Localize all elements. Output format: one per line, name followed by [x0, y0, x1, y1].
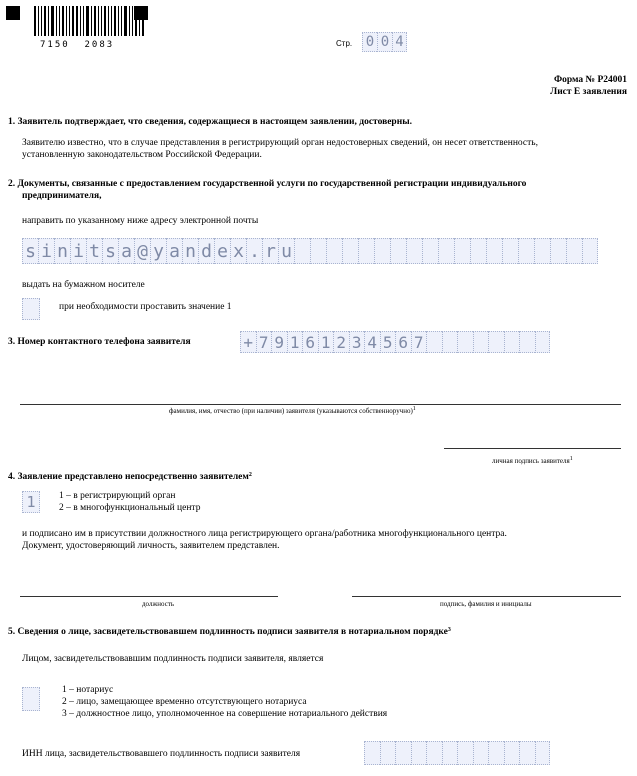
email-char-cell: i	[38, 238, 54, 264]
email-char-cell: n	[54, 238, 70, 264]
barcode-bar	[72, 6, 74, 36]
barcode-bar	[51, 6, 54, 36]
section-1-text: Заявителю известно, что в случае представления в регистрирующий орган недостоверных сведений, он несет ответственность,	[22, 138, 538, 148]
option-2: 2 – в многофункциональный центр	[59, 503, 201, 513]
page-label: Стр.	[336, 39, 353, 48]
notary-type-cell	[22, 687, 40, 711]
submission-method-cell: 1	[22, 491, 40, 513]
phone-char-cell: +	[240, 331, 256, 353]
barcode-bar	[62, 6, 64, 36]
email-char-cell	[486, 238, 502, 264]
barcode-bar	[76, 6, 78, 36]
barcode-bar	[108, 6, 109, 36]
email-char-cell	[534, 238, 550, 264]
inn-char-cell	[457, 741, 473, 765]
phone-char-cell	[442, 331, 458, 353]
inn-char-cell	[411, 741, 427, 765]
page-digit: 0	[377, 32, 392, 52]
position-line	[20, 596, 278, 597]
section-4-text: Документ, удостоверяющий личность, заявителем представлен.	[22, 541, 280, 551]
phone-char-cell	[519, 331, 535, 353]
barcode-bar	[91, 6, 92, 36]
barcode-bar	[66, 6, 67, 36]
section-1-title: 1. Заявитель подтверждает, что сведения, содержащиеся в настоящем заявлении, достоверны.	[8, 117, 412, 127]
barcode-bar	[56, 6, 57, 36]
email-char-cell	[326, 238, 342, 264]
email-char-cell	[502, 238, 518, 264]
paper-hint: при необходимости проставить значение 1	[59, 302, 232, 312]
email-char-cell: x	[230, 238, 246, 264]
page-digit: 0	[362, 32, 377, 52]
phone-char-cell: 5	[380, 331, 396, 353]
section-5-text: Лицом, засвидетельствовавшим подлинность подписи заявителя, является	[22, 654, 324, 664]
section-1-text: установленную законодательством Российской Федерации.	[22, 150, 262, 160]
inn-char-cell	[442, 741, 458, 765]
email-char-cell: @	[134, 238, 150, 264]
corner-marker-right	[134, 6, 148, 20]
inn-field[interactable]	[364, 741, 550, 765]
section-2-title: 2. Документы, связанные с предоставлением государственной услуги по государственной регистрации индивидуального	[8, 179, 527, 189]
barcode-bar	[104, 6, 106, 36]
email-field[interactable]	[22, 238, 598, 264]
phone-char-cell	[535, 331, 551, 353]
barcode-bar	[101, 6, 102, 36]
barcode-bar	[118, 6, 119, 36]
email-label: направить по указанному ниже адресу электронной почты	[22, 216, 259, 226]
barcode-bar	[38, 6, 39, 36]
inn-char-cell	[488, 741, 504, 765]
barcode-bar	[132, 6, 133, 36]
inn-char-cell	[473, 741, 489, 765]
barcode-bar	[69, 6, 70, 36]
phone-char-cell	[473, 331, 489, 353]
inn-char-cell	[395, 741, 411, 765]
section-5-title: 5. Сведения о лице, засвидетельствовавшем подлинность подписи заявителя в нотариальном порядке$^3$	[8, 627, 451, 637]
email-char-cell	[438, 238, 454, 264]
email-char-cell	[470, 238, 486, 264]
email-char-cell: t	[86, 238, 102, 264]
official-signature-caption: подпись, фамилия и инициалы	[440, 600, 532, 608]
barcode-bar	[121, 6, 122, 36]
position-caption: должность	[142, 600, 175, 608]
barcode-bar	[86, 6, 89, 36]
paper-field[interactable]	[22, 298, 40, 320]
form-number: Форма № Р24001	[553, 75, 627, 85]
email-char-cell	[454, 238, 470, 264]
phone-char-cell: 2	[333, 331, 349, 353]
barcode-bar	[59, 6, 60, 36]
email-char-cell: a	[166, 238, 182, 264]
fio-line	[20, 404, 621, 405]
fio-caption: фамилия, имя, отчество (при наличии) заявителя (указываются собственноручно)$^1$	[169, 406, 416, 415]
paper-label: выдать на бумажном носителе	[22, 280, 145, 290]
phone-char-cell: 9	[271, 331, 287, 353]
barcode-bar	[94, 6, 96, 36]
phone-char-cell: 1	[287, 331, 303, 353]
notary-option-1: 1 – нотариус	[62, 685, 114, 695]
inn-char-cell	[380, 741, 396, 765]
inn-char-cell	[519, 741, 535, 765]
email-char-cell: e	[214, 238, 230, 264]
barcode-bar	[124, 6, 127, 36]
barcode-bar	[44, 6, 46, 36]
barcode-bar	[80, 6, 81, 36]
inn-char-cell	[426, 741, 442, 765]
phone-char-cell: 7	[411, 331, 427, 353]
email-char-cell: s	[102, 238, 118, 264]
barcode-bar	[98, 6, 99, 36]
barcode-bar	[111, 6, 112, 36]
email-char-cell	[566, 238, 582, 264]
signature-line	[444, 448, 621, 449]
phone-char-cell: 1	[318, 331, 334, 353]
notary-type-field[interactable]	[22, 687, 40, 711]
email-char-cell: i	[70, 238, 86, 264]
phone-char-cell	[426, 331, 442, 353]
email-char-cell	[422, 238, 438, 264]
sheet-title: Лист Е заявления	[550, 87, 627, 97]
corner-marker-left	[6, 6, 20, 20]
inn-label: ИНН лица, засвидетельствовавшего подлинность подписи заявителя	[22, 749, 301, 759]
email-char-cell	[550, 238, 566, 264]
email-char-cell: s	[22, 238, 38, 264]
barcode	[34, 6, 146, 36]
section-4-title: 4. Заявление представлено непосредственно заявителем$^2$	[8, 472, 252, 482]
barcode-bar	[48, 6, 49, 36]
official-signature-line	[352, 596, 621, 597]
phone-char-cell: 4	[364, 331, 380, 353]
email-char-cell: r	[262, 238, 278, 264]
email-char-cell	[310, 238, 326, 264]
email-char-cell: n	[182, 238, 198, 264]
option-1: 1 – в регистрирующий орган	[59, 491, 176, 501]
email-char-cell: .	[246, 238, 262, 264]
phone-char-cell: 7	[256, 331, 272, 353]
barcode-bar	[114, 6, 116, 36]
barcode-bar	[34, 6, 36, 36]
email-char-cell	[374, 238, 390, 264]
page-number-field[interactable]	[362, 32, 407, 52]
barcode-number: 7150 2083	[40, 40, 115, 50]
notary-option-2: 2 – лицо, замещающее временно отсутствующего нотариуса	[62, 697, 307, 707]
section-3-title: 3. Номер контактного телефона заявителя	[8, 337, 191, 347]
email-char-cell	[582, 238, 598, 264]
email-char-cell: a	[118, 238, 134, 264]
inn-char-cell	[504, 741, 520, 765]
inn-char-cell	[364, 741, 380, 765]
phone-field[interactable]	[240, 331, 550, 353]
phone-char-cell: 6	[395, 331, 411, 353]
barcode-bar	[83, 6, 84, 36]
email-char-cell	[390, 238, 406, 264]
signature-caption: личная подпись заявителя$^1$	[492, 456, 573, 465]
email-char-cell	[518, 238, 534, 264]
section-4-text: и подписано им в присутствии должностного лица регистрирующего органа/работника многофункционального центра.	[22, 529, 507, 539]
email-char-cell	[406, 238, 422, 264]
phone-char-cell	[488, 331, 504, 353]
phone-char-cell: 3	[349, 331, 365, 353]
email-char-cell	[294, 238, 310, 264]
email-char-cell	[342, 238, 358, 264]
phone-char-cell: 6	[302, 331, 318, 353]
paper-cell	[22, 298, 40, 320]
email-char-cell: d	[198, 238, 214, 264]
email-char-cell	[358, 238, 374, 264]
email-char-cell: y	[150, 238, 166, 264]
submission-method-field[interactable]	[22, 491, 40, 513]
email-char-cell: u	[278, 238, 294, 264]
inn-char-cell	[535, 741, 551, 765]
barcode-bar	[41, 6, 42, 36]
phone-char-cell	[457, 331, 473, 353]
notary-option-3: 3 – должностное лицо, уполномоченное на совершение нотариального действия	[62, 709, 388, 719]
barcode-bar	[129, 6, 130, 36]
page-digit: 4	[392, 32, 407, 52]
phone-char-cell	[504, 331, 520, 353]
section-2-title: предпринимателя,	[22, 191, 102, 201]
